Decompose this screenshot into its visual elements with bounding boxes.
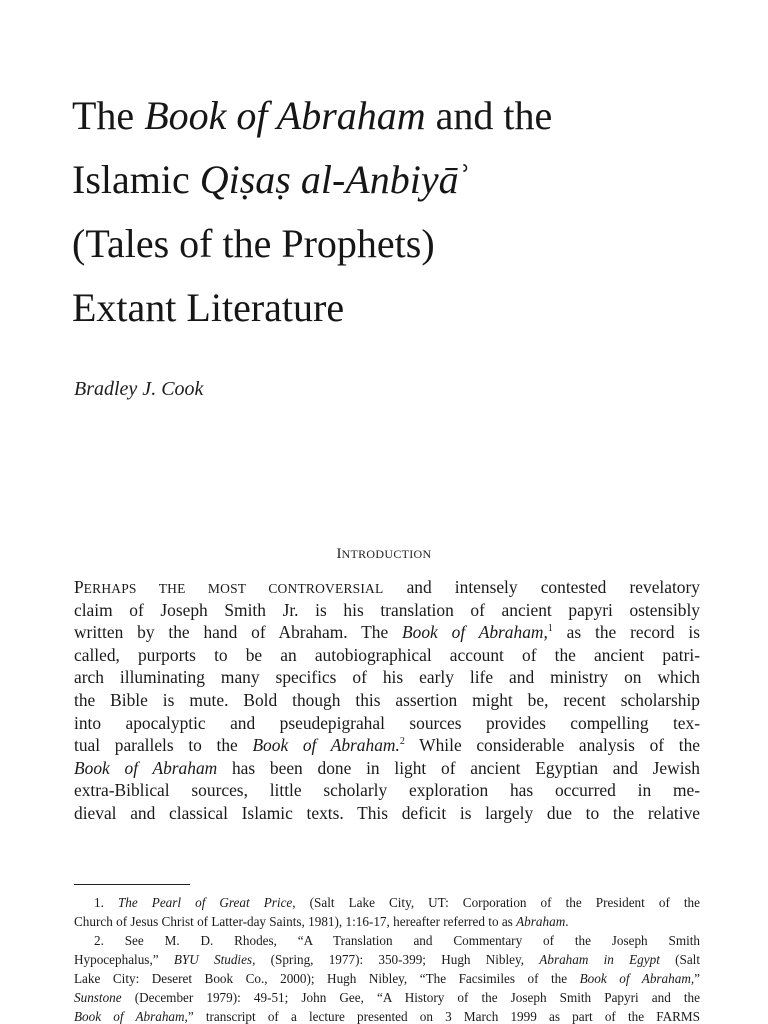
title-text: ʾ <box>458 157 472 202</box>
footnote-text: ” transcript of a lecture presented on 3 March 1999 as part of the FARMS <box>187 1009 700 1024</box>
body-text: and intensely contested revelatory <box>383 577 700 597</box>
title-italic-text: Qiṣaṣ al-Anbiyā <box>199 157 459 202</box>
italic-text: Book of Abraham, <box>402 622 548 643</box>
footnote-2-cont <box>74 969 700 988</box>
body-line: called, purports to be an autobiographical account of the ancient patri- <box>74 644 700 665</box>
title-line-1 <box>72 84 732 148</box>
footnote-text: ” <box>694 971 701 986</box>
footnote-text: (Salt Lake City, UT: Corporation of the President of the <box>295 895 700 910</box>
body-text: has been done in light of ancient Egyptian and Jewish <box>217 757 700 778</box>
body-line: into apocalyptic and pseudepigrahal sources provides compelling tex- <box>74 712 700 733</box>
author-name: Bradley J. Cook <box>74 378 204 400</box>
body-line: claim of Joseph Smith Jr. is his translation of ancient papyri ostensibly <box>74 599 700 620</box>
footnote-2-cont <box>74 1007 700 1024</box>
footnote-ref[interactable]: 2 <box>399 736 405 748</box>
footnote-2-cont <box>74 988 700 1007</box>
italic-text: Book of Abraham, <box>579 971 695 986</box>
body-line <box>74 576 700 599</box>
small-caps-text: ERHAPS THE MOST <box>83 581 269 596</box>
italic-text: Book of Abraham, <box>74 1009 188 1024</box>
italic-text: Abraham <box>516 914 566 929</box>
italic-text: Book of Abraham. <box>252 735 400 756</box>
body-text: written by the hand of Abraham. The <box>74 622 403 643</box>
footnote-text: (Spring, 1977): 350-399; Hugh Nibley, <box>255 952 540 967</box>
body-line: the Bible is mute. Bold though this assertion might be, recent scholarship <box>74 689 700 710</box>
footnote-number: 1. <box>94 895 118 910</box>
title-line-2 <box>72 148 732 212</box>
italic-text: BYU Studies, <box>173 952 256 967</box>
body-text: While considerable analysis of the <box>404 735 700 756</box>
title-text: and the <box>425 93 553 138</box>
title-italic-text: Book of Abraham <box>144 93 426 138</box>
footnote-text: (Salt <box>659 952 700 967</box>
body-line: arch illuminating many specifics of his early life and ministry on which <box>74 667 700 688</box>
body-text: as the record is <box>552 622 700 643</box>
footnote-text: (December 1979): 49-51; John Gee, “A History of the Joseph Smith Papyri and the <box>121 990 700 1005</box>
footnote-2: 2. See M. D. Rhodes, “A Translation and Commentary of the Joseph Smith <box>94 933 700 948</box>
footnotes <box>74 893 700 1024</box>
body-paragraph <box>74 576 700 825</box>
footnote-text: Church of Jesus Christ of Latter-day Saints, 1981), 1:16-17, hereafter referred to as <box>74 914 517 929</box>
italic-text: The Pearl of Great Price, <box>117 895 296 910</box>
section-heading <box>0 546 768 563</box>
body-line <box>74 757 700 780</box>
footnote-text: Lake City: Deseret Book Co., 2000); Hugh Nibley, “The Facsimiles of the <box>74 971 580 986</box>
footnote-1-cont <box>74 912 700 931</box>
body-line <box>74 734 700 757</box>
body-line: extra-Biblical sources, little scholarly exploration has occurred in me- <box>74 780 700 801</box>
title-line-3: (Tales of the Prophets) <box>72 221 435 266</box>
heading-initial: I <box>336 546 342 562</box>
body-line: dieval and classical Islamic texts. This deficit is largely due to the relative <box>74 802 700 823</box>
small-caps-initial: P <box>74 577 84 597</box>
small-caps-text: CONTROVERSIAL <box>268 581 384 596</box>
body-line <box>74 621 700 644</box>
italic-text: Abraham in Egypt <box>539 952 660 967</box>
italic-text: Book of Abraham <box>74 757 218 778</box>
footnote-ref[interactable]: 1 <box>547 623 553 635</box>
article-title <box>72 84 732 340</box>
body-text: tual parallels to the <box>74 735 253 756</box>
title-text: The <box>72 93 145 138</box>
italic-text: Sunstone <box>74 990 122 1005</box>
footnote-text: Hypocephalus,” <box>74 952 174 967</box>
heading-rest: NTRODUCTION <box>341 547 432 561</box>
footnote-divider <box>74 884 190 885</box>
footnote-1 <box>74 893 700 912</box>
title-line-4: Extant Literature <box>72 285 345 330</box>
footnote-text: . <box>565 914 569 929</box>
footnote-2-cont <box>74 950 700 969</box>
title-text: Islamic <box>72 157 200 202</box>
